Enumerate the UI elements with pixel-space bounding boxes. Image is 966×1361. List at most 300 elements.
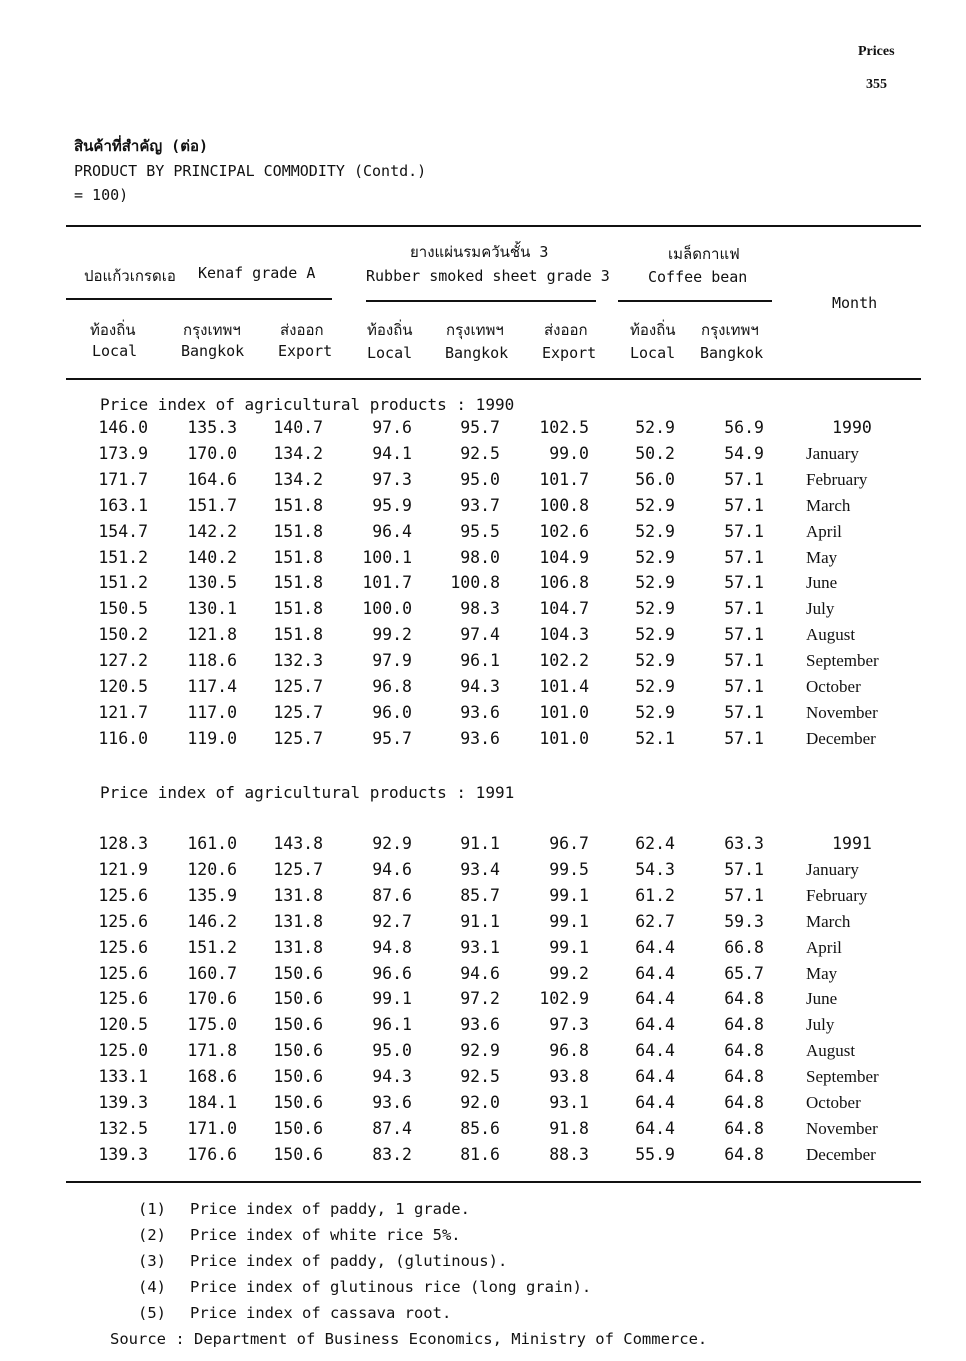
table-cell: 93.6 <box>372 1093 412 1112</box>
table-cell: 140.2 <box>187 547 237 567</box>
table-cell: 131.8 <box>273 885 323 905</box>
table-cell: 135.9 <box>187 885 237 905</box>
table-cell: 52.9 <box>635 547 675 567</box>
table-cell: 52.9 <box>635 418 675 437</box>
table-header-rule <box>66 378 921 380</box>
table-cell: 102.9 <box>539 989 589 1009</box>
title-thai: สินค้าที่สำคัญ (ต่อ) <box>74 137 208 155</box>
sub-header-english: Bangkok <box>181 342 245 360</box>
table-cell: 95.5 <box>460 521 500 541</box>
table-cell: 92.9 <box>372 834 412 853</box>
table-cell: 168.6 <box>187 1067 237 1087</box>
kenaf-header-thai: ปอแก้วเกรดเอ <box>84 267 176 285</box>
table-row <box>0 729 966 755</box>
table-cell: 139.3 <box>98 1144 148 1164</box>
table-cell: 95.7 <box>372 728 412 748</box>
table-cell: 120.6 <box>187 859 237 879</box>
sub-header-thai: ท้องถิ่น <box>367 321 413 339</box>
table-cell: 101.7 <box>539 469 589 489</box>
table-cell: 92.7 <box>372 911 412 931</box>
month-cell: September <box>806 1067 879 1087</box>
table-row <box>0 989 966 1015</box>
table-cell: 92.0 <box>460 1093 500 1112</box>
table-cell: 96.1 <box>460 651 500 671</box>
table-cell: 65.7 <box>724 963 764 983</box>
table-cell: 95.7 <box>460 418 500 437</box>
table-cell: 102.5 <box>539 418 589 437</box>
table-cell: 96.6 <box>372 963 412 983</box>
table-cell: 100.0 <box>362 599 412 619</box>
month-cell: February <box>806 469 868 489</box>
table-cell: 99.2 <box>372 625 412 645</box>
table-cell: 91.1 <box>460 834 500 853</box>
table-cell: 154.7 <box>98 521 148 541</box>
table-cell: 125.7 <box>273 728 323 748</box>
table-row <box>0 912 966 938</box>
table-cell: 173.9 <box>98 443 148 463</box>
table-cell: 150.6 <box>273 1041 323 1061</box>
month-cell: November <box>806 1118 878 1138</box>
table-cell: 101.7 <box>362 573 412 593</box>
month-cell: October <box>806 1093 861 1112</box>
page-section-label: Prices <box>858 44 895 59</box>
table-cell: 52.9 <box>635 521 675 541</box>
table-cell: 175.0 <box>187 1015 237 1035</box>
table-row <box>0 1093 966 1119</box>
table-cell: 64.4 <box>635 1067 675 1087</box>
table-cell: 54.3 <box>635 859 675 879</box>
table-cell: 171.0 <box>187 1118 237 1138</box>
table-cell: 57.1 <box>724 728 764 748</box>
table-cell: 117.0 <box>187 702 237 722</box>
table-cell: 87.4 <box>372 1118 412 1138</box>
table-cell: 64.4 <box>635 1118 675 1138</box>
table-cell: 133.1 <box>98 1067 148 1087</box>
table-cell: 100.1 <box>362 547 412 567</box>
footnote-mark: (5) <box>138 1304 166 1322</box>
table-cell: 57.1 <box>724 599 764 619</box>
table-cell: 125.7 <box>273 859 323 879</box>
table-cell: 134.2 <box>273 443 323 463</box>
table-cell: 88.3 <box>549 1144 589 1164</box>
table-cell: 94.1 <box>372 443 412 463</box>
table-cell: 52.9 <box>635 573 675 593</box>
month-cell: May <box>806 963 838 983</box>
table-cell: 150.6 <box>273 1067 323 1087</box>
table-cell: 94.6 <box>372 859 412 879</box>
table-row <box>0 444 966 470</box>
table-cell: 56.0 <box>635 469 675 489</box>
table-cell: 64.4 <box>635 937 675 957</box>
table-cell: 83.2 <box>372 1144 412 1164</box>
table-cell: 98.3 <box>460 599 500 619</box>
sub-header-english: Export <box>542 344 597 362</box>
table-cell: 121.8 <box>187 625 237 645</box>
table-cell: 54.9 <box>724 443 764 463</box>
month-cell: July <box>806 1015 835 1035</box>
kenaf-header-english: Kenaf grade A <box>198 264 316 282</box>
sub-header-english: Bangkok <box>700 344 764 362</box>
sub-header-english: Bangkok <box>445 344 509 362</box>
page-number: 355 <box>866 77 887 92</box>
table-cell: 151.8 <box>273 599 323 619</box>
rubber-header-english: Rubber smoked sheet grade 3 <box>366 267 610 285</box>
table-cell: 93.1 <box>549 1093 589 1112</box>
table-cell: 120.5 <box>98 677 148 696</box>
table-cell: 164.6 <box>187 469 237 489</box>
month-cell: July <box>806 599 835 619</box>
month-cell: August <box>806 1041 856 1061</box>
table-cell: 150.6 <box>273 1144 323 1164</box>
sub-header-english: Local <box>92 342 138 360</box>
table-cell: 125.7 <box>273 677 323 696</box>
table-cell: 57.1 <box>724 469 764 489</box>
table-cell: 96.1 <box>372 1015 412 1035</box>
table-top-rule <box>66 225 921 227</box>
month-cell: January <box>806 859 859 879</box>
table-cell: 97.3 <box>549 1015 589 1035</box>
month-cell: 1991 <box>832 834 872 853</box>
table-cell: 52.1 <box>635 728 675 748</box>
table-cell: 57.1 <box>724 521 764 541</box>
table-cell: 62.4 <box>635 834 675 853</box>
sub-header-thai: กรุงเทพฯ <box>701 321 759 339</box>
table-cell: 95.0 <box>460 469 500 489</box>
table-cell: 132.5 <box>98 1118 148 1138</box>
table-cell: 120.5 <box>98 1015 148 1035</box>
table-cell: 97.6 <box>372 418 412 437</box>
table-cell: 121.7 <box>98 702 148 722</box>
table-row <box>0 496 966 522</box>
table-cell: 57.1 <box>724 573 764 593</box>
table-row <box>0 522 966 548</box>
table-cell: 64.8 <box>724 1041 764 1061</box>
table-cell: 93.1 <box>460 937 500 957</box>
table-cell: 52.9 <box>635 495 675 515</box>
table-cell: 146.2 <box>187 911 237 931</box>
table-cell: 150.5 <box>98 599 148 619</box>
table-cell: 132.3 <box>273 651 323 671</box>
table-cell: 99.1 <box>549 885 589 905</box>
footnote-mark: (1) <box>138 1200 166 1218</box>
table-cell: 93.7 <box>460 495 500 515</box>
table-cell: 102.6 <box>539 521 589 541</box>
table-cell: 95.9 <box>372 495 412 515</box>
footnote-text: Price index of glutinous rice (long grain). <box>190 1278 592 1296</box>
table-cell: 96.7 <box>549 834 589 853</box>
table-cell: 96.4 <box>372 521 412 541</box>
table-cell: 130.1 <box>187 599 237 619</box>
table-cell: 130.5 <box>187 573 237 593</box>
sub-header-thai: ท้องถิ่น <box>630 321 676 339</box>
table-cell: 87.6 <box>372 885 412 905</box>
table-cell: 150.2 <box>98 625 148 645</box>
sub-header-english: Export <box>278 342 333 360</box>
table-cell: 125.6 <box>98 885 148 905</box>
table-cell: 104.3 <box>539 625 589 645</box>
month-cell: April <box>806 521 842 541</box>
table-cell: 64.4 <box>635 1015 675 1035</box>
table-row <box>0 703 966 729</box>
month-cell: October <box>806 677 861 696</box>
table-row <box>0 860 966 886</box>
table-cell: 85.6 <box>460 1118 500 1138</box>
table-cell: 97.4 <box>460 625 500 645</box>
table-cell: 99.2 <box>549 963 589 983</box>
table-cell: 125.6 <box>98 989 148 1009</box>
table-cell: 118.6 <box>187 651 237 671</box>
table-cell: 151.2 <box>187 937 237 957</box>
section-title-1990: Price index of agricultural products : 1990 <box>100 395 515 414</box>
table-row <box>0 1145 966 1171</box>
coffee-group-rule <box>618 300 772 302</box>
month-cell: March <box>806 495 851 515</box>
table-cell: 151.8 <box>273 573 323 593</box>
table-row <box>0 548 966 574</box>
table-cell: 52.9 <box>635 677 675 696</box>
table-cell: 150.6 <box>273 989 323 1009</box>
table-cell: 55.9 <box>635 1144 675 1164</box>
table-cell: 50.2 <box>635 443 675 463</box>
table-cell: 151.2 <box>98 547 148 567</box>
table-cell: 99.0 <box>549 443 589 463</box>
table-cell: 151.7 <box>187 495 237 515</box>
table-cell: 52.9 <box>635 599 675 619</box>
table-cell: 139.3 <box>98 1093 148 1112</box>
table-cell: 96.8 <box>549 1041 589 1061</box>
month-cell: August <box>806 625 856 645</box>
table-cell: 57.1 <box>724 859 764 879</box>
month-cell: February <box>806 885 868 905</box>
table-cell: 93.6 <box>460 702 500 722</box>
table-cell: 176.6 <box>187 1144 237 1164</box>
table-cell: 62.7 <box>635 911 675 931</box>
table-cell: 150.6 <box>273 963 323 983</box>
table-cell: 63.3 <box>724 834 764 853</box>
sub-header-english: Local <box>630 344 676 362</box>
table-cell: 170.6 <box>187 989 237 1009</box>
sub-header-thai: ส่งออก <box>544 321 588 339</box>
table-cell: 161.0 <box>187 834 237 853</box>
sub-header-thai: ท้องถิ่น <box>90 321 136 339</box>
table-cell: 99.5 <box>549 859 589 879</box>
table-cell: 140.7 <box>273 418 323 437</box>
table-row <box>0 886 966 912</box>
table-cell: 57.1 <box>724 547 764 567</box>
table-row <box>0 573 966 599</box>
footnote-text: Price index of cassava root. <box>190 1304 452 1322</box>
month-cell: September <box>806 651 879 671</box>
table-cell: 95.0 <box>372 1041 412 1061</box>
table-cell: 91.1 <box>460 911 500 931</box>
table-cell: 92.5 <box>460 443 500 463</box>
table-cell: 81.6 <box>460 1144 500 1164</box>
table-cell: 163.1 <box>98 495 148 515</box>
month-cell: November <box>806 702 878 722</box>
table-cell: 125.0 <box>98 1041 148 1061</box>
rubber-header-thai: ยางแผ่นรมควันชั้น 3 <box>410 243 549 261</box>
table-cell: 57.1 <box>724 495 764 515</box>
month-header: Month <box>832 294 878 312</box>
table-cell: 98.0 <box>460 547 500 567</box>
table-cell: 150.6 <box>273 1118 323 1138</box>
table-cell: 64.8 <box>724 989 764 1009</box>
table-cell: 128.3 <box>98 834 148 853</box>
section-title-1991: Price index of agricultural products : 1991 <box>100 783 515 802</box>
table-cell: 57.1 <box>724 677 764 696</box>
table-row <box>0 834 966 860</box>
table-cell: 151.8 <box>273 625 323 645</box>
table-cell: 59.3 <box>724 911 764 931</box>
table-cell: 93.8 <box>549 1067 589 1087</box>
table-cell: 96.0 <box>372 702 412 722</box>
table-cell: 91.8 <box>549 1118 589 1138</box>
table-cell: 146.0 <box>98 418 148 437</box>
month-cell: March <box>806 911 851 931</box>
table-cell: 97.9 <box>372 651 412 671</box>
table-cell: 101.4 <box>539 677 589 696</box>
month-cell: December <box>806 1144 876 1164</box>
sub-header-english: Local <box>367 344 413 362</box>
table-cell: 57.1 <box>724 625 764 645</box>
table-cell: 184.1 <box>187 1093 237 1112</box>
footnote-mark: (2) <box>138 1226 166 1244</box>
table-cell: 56.9 <box>724 418 764 437</box>
kenaf-group-rule <box>66 298 332 300</box>
table-cell: 131.8 <box>273 911 323 931</box>
table-cell: 64.4 <box>635 963 675 983</box>
table-cell: 170.0 <box>187 443 237 463</box>
month-cell: January <box>806 443 859 463</box>
table-cell: 52.9 <box>635 702 675 722</box>
month-cell: May <box>806 547 838 567</box>
table-cell: 125.6 <box>98 937 148 957</box>
table-cell: 57.1 <box>724 885 764 905</box>
table-row <box>0 470 966 496</box>
table-cell: 57.1 <box>724 651 764 671</box>
table-cell: 99.1 <box>372 989 412 1009</box>
table-row <box>0 1067 966 1093</box>
month-cell: June <box>806 989 838 1009</box>
table-cell: 94.3 <box>372 1067 412 1087</box>
table-cell: 52.9 <box>635 625 675 645</box>
table-cell: 160.7 <box>187 963 237 983</box>
coffee-header-thai: เมล็ดกาแฟ <box>668 245 740 263</box>
title-base: = 100) <box>74 186 129 204</box>
sub-header-thai: กรุงเทพฯ <box>446 321 504 339</box>
table-cell: 125.6 <box>98 911 148 931</box>
source-note: Source : Department of Business Economics, Ministry of Commerce. <box>110 1330 708 1348</box>
table-row <box>0 625 966 651</box>
table-cell: 116.0 <box>98 728 148 748</box>
table-cell: 99.1 <box>549 937 589 957</box>
sub-header-thai: กรุงเทพฯ <box>183 321 241 339</box>
footnote-mark: (3) <box>138 1252 166 1270</box>
table-cell: 97.3 <box>372 469 412 489</box>
table-bottom-rule <box>66 1181 921 1183</box>
title-english: PRODUCT BY PRINCIPAL COMMODITY (Contd.) <box>74 162 427 180</box>
table-row <box>0 1119 966 1145</box>
footnote-mark: (4) <box>138 1278 166 1296</box>
table-row <box>0 1041 966 1067</box>
table-cell: 102.2 <box>539 651 589 671</box>
table-cell: 64.4 <box>635 989 675 1009</box>
sub-header-thai: ส่งออก <box>280 321 324 339</box>
table-row <box>0 599 966 625</box>
month-cell: December <box>806 728 876 748</box>
table-cell: 94.8 <box>372 937 412 957</box>
table-cell: 52.9 <box>635 651 675 671</box>
table-row <box>0 938 966 964</box>
table-cell: 94.3 <box>460 677 500 696</box>
table-cell: 93.4 <box>460 859 500 879</box>
table-cell: 171.7 <box>98 469 148 489</box>
table-cell: 151.8 <box>273 547 323 567</box>
table-cell: 135.3 <box>187 418 237 437</box>
table-cell: 64.8 <box>724 1067 764 1087</box>
table-cell: 57.1 <box>724 702 764 722</box>
table-cell: 142.2 <box>187 521 237 541</box>
table-cell: 151.8 <box>273 495 323 515</box>
table-cell: 64.4 <box>635 1093 675 1112</box>
table-cell: 93.6 <box>460 728 500 748</box>
table-cell: 92.5 <box>460 1067 500 1087</box>
table-cell: 97.2 <box>460 989 500 1009</box>
table-cell: 85.7 <box>460 885 500 905</box>
coffee-header-english: Coffee bean <box>648 268 748 286</box>
table-cell: 104.9 <box>539 547 589 567</box>
table-row <box>0 418 966 444</box>
table-cell: 125.6 <box>98 963 148 983</box>
table-row <box>0 677 966 703</box>
table-cell: 121.9 <box>98 859 148 879</box>
table-cell: 125.7 <box>273 702 323 722</box>
table-cell: 94.6 <box>460 963 500 983</box>
table-cell: 64.8 <box>724 1093 764 1112</box>
table-cell: 106.8 <box>539 573 589 593</box>
table-cell: 99.1 <box>549 911 589 931</box>
table-row <box>0 964 966 990</box>
table-cell: 61.2 <box>635 885 675 905</box>
table-cell: 101.0 <box>539 702 589 722</box>
table-cell: 64.8 <box>724 1144 764 1164</box>
month-cell: 1990 <box>832 418 872 437</box>
table-row <box>0 651 966 677</box>
table-cell: 92.9 <box>460 1041 500 1061</box>
table-cell: 127.2 <box>98 651 148 671</box>
footnote-text: Price index of paddy, 1 grade. <box>190 1200 470 1218</box>
table-cell: 131.8 <box>273 937 323 957</box>
table-cell: 150.6 <box>273 1015 323 1035</box>
table-cell: 66.8 <box>724 937 764 957</box>
table-cell: 64.8 <box>724 1015 764 1035</box>
table-cell: 117.4 <box>187 677 237 696</box>
table-cell: 101.0 <box>539 728 589 748</box>
month-cell: April <box>806 937 842 957</box>
table-cell: 104.7 <box>539 599 589 619</box>
rubber-group-rule <box>366 300 596 302</box>
month-cell: June <box>806 573 838 593</box>
table-cell: 100.8 <box>450 573 500 593</box>
table-cell: 64.8 <box>724 1118 764 1138</box>
table-cell: 151.8 <box>273 521 323 541</box>
table-cell: 151.2 <box>98 573 148 593</box>
table-cell: 143.8 <box>273 834 323 853</box>
table-cell: 150.6 <box>273 1093 323 1112</box>
table-cell: 96.8 <box>372 677 412 696</box>
table-cell: 64.4 <box>635 1041 675 1061</box>
table-cell: 171.8 <box>187 1041 237 1061</box>
